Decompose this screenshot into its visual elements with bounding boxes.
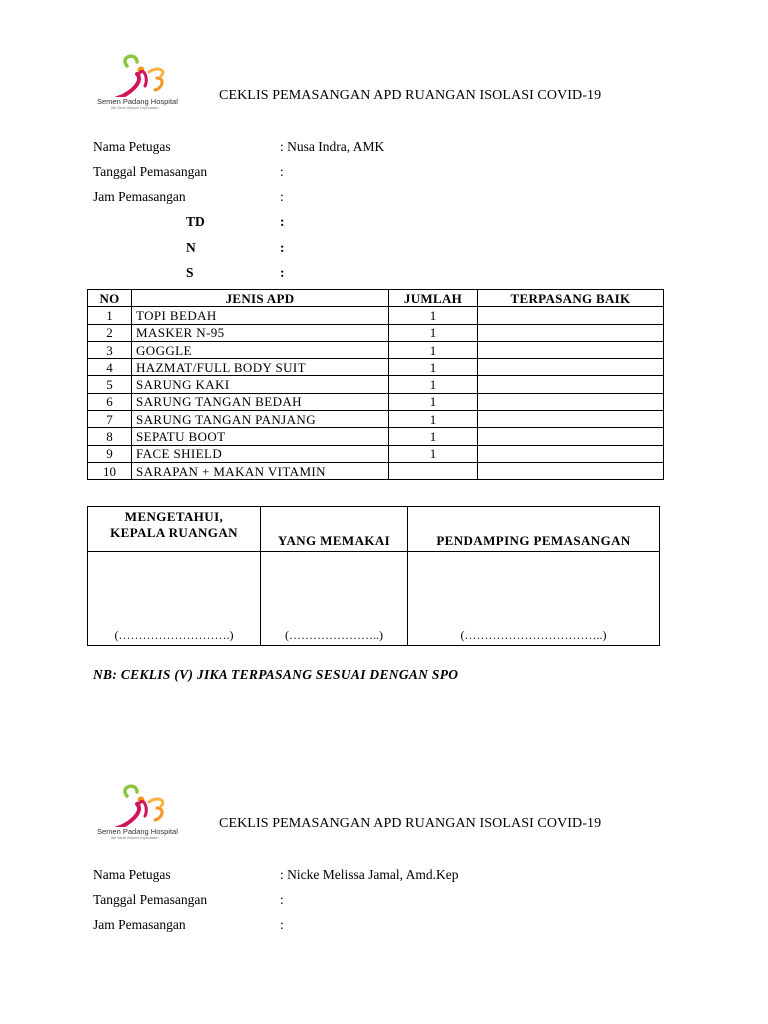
apd-name: SARUNG TANGAN BEDAH (132, 393, 389, 410)
row-number: 1 (88, 307, 132, 324)
checklist-cell[interactable] (478, 307, 664, 324)
apd-quantity: 1 (389, 341, 478, 358)
checklist-cell[interactable] (478, 428, 664, 445)
apd-quantity: 1 (389, 359, 478, 376)
signature-line-yang-memakai[interactable]: (…………………..) (261, 552, 408, 646)
apd-quantity: 1 (389, 307, 478, 324)
signature-header-line2: KEPALA RUANGAN (110, 525, 238, 540)
field-label: Nama Petugas (93, 867, 171, 882)
apd-quantity (389, 462, 478, 479)
signature-table (87, 506, 660, 646)
field-label: Nama Petugas (93, 139, 171, 154)
checklist-cell[interactable] (478, 462, 664, 479)
hospital-logo-tagline: We Serve Beyond Expectation (111, 106, 159, 110)
apd-name: SARUNG KAKI (132, 376, 389, 393)
checklist-cell[interactable] (478, 376, 664, 393)
field-label: N (186, 240, 196, 255)
table-row (88, 411, 664, 428)
signature-row (88, 552, 660, 646)
apd-quantity: 1 (389, 445, 478, 462)
checklist-cell[interactable] (478, 393, 664, 410)
row-number: 7 (88, 411, 132, 428)
table-row (88, 462, 664, 479)
table-row (88, 445, 664, 462)
field-value: : Nusa Indra, AMK (280, 139, 385, 154)
signature-header-line1: MENGETAHUI, (124, 509, 224, 524)
signature-header-kepala-ruangan (88, 507, 261, 552)
table-row (88, 324, 664, 341)
column-header-jumlah: JUMLAH (389, 290, 478, 307)
table-row (88, 359, 664, 376)
apd-table (87, 289, 664, 480)
field-value: : (280, 214, 285, 229)
apd-quantity: 1 (389, 411, 478, 428)
column-header-no: NO (88, 290, 132, 307)
checklist-cell[interactable] (478, 445, 664, 462)
row-number: 4 (88, 359, 132, 376)
apd-name: SARAPAN + MAKAN VITAMIN (132, 462, 389, 479)
row-number: 2 (88, 324, 132, 341)
apd-quantity: 1 (389, 393, 478, 410)
field-value: : (280, 189, 284, 204)
field-value: : (280, 164, 284, 179)
checklist-cell[interactable] (478, 359, 664, 376)
apd-name: SEPATU BOOT (132, 428, 389, 445)
checklist-cell[interactable] (478, 341, 664, 358)
checklist-cell[interactable] (478, 324, 664, 341)
note-text: NB: CEKLIS (V) JIKA TERPASANG SESUAI DENGAN SPO (93, 667, 459, 682)
signature-header-yang-memakai: YANG MEMAKAI (261, 507, 408, 552)
apd-name: GOGGLE (132, 341, 389, 358)
apd-name: SARUNG TANGAN PANJANG (132, 411, 389, 428)
form-title: CEKLIS PEMASANGAN APD RUANGAN ISOLASI COVID-19 (219, 88, 602, 103)
table-row (88, 307, 664, 324)
table-header-row (88, 290, 664, 307)
field-value: : (280, 240, 285, 255)
row-number: 6 (88, 393, 132, 410)
row-number: 5 (88, 376, 132, 393)
hospital-logo-2 (97, 782, 187, 842)
hospital-logo-name: Semen Padang Hospital (97, 97, 178, 106)
field-label: Jam Pemasangan (93, 917, 186, 932)
signature-header-pendamping: PENDAMPING PEMASANGAN (408, 507, 660, 552)
apd-quantity: 1 (389, 324, 478, 341)
signature-line-pendamping[interactable]: (……………………………..) (408, 552, 660, 646)
hospital-logo-tagline: We Serve Beyond Expectation (111, 836, 159, 840)
field-value: : (280, 892, 284, 907)
apd-name: HAZMAT/FULL BODY SUIT (132, 359, 389, 376)
row-number: 9 (88, 445, 132, 462)
row-number: 10 (88, 462, 132, 479)
table-row (88, 393, 664, 410)
apd-quantity: 1 (389, 428, 478, 445)
field-label: TD (186, 214, 205, 229)
field-label: S (186, 265, 194, 280)
column-header-terpasang-baik: TERPASANG BAIK (478, 290, 664, 307)
hospital-logo-icon (97, 52, 187, 97)
apd-quantity: 1 (389, 376, 478, 393)
field-label: Jam Pemasangan (93, 189, 186, 204)
checklist-cell[interactable] (478, 411, 664, 428)
apd-name: FACE SHIELD (132, 445, 389, 462)
field-label: Tanggal Pemasangan (93, 164, 208, 179)
column-header-jenis-apd: JENIS APD (132, 290, 389, 307)
row-number: 3 (88, 341, 132, 358)
field-value: : Nicke Melissa Jamal, Amd.Kep (280, 867, 459, 882)
field-value: : (280, 917, 284, 932)
table-row (88, 428, 664, 445)
form-title-2: CEKLIS PEMASANGAN APD RUANGAN ISOLASI COVID-19 (219, 816, 602, 831)
field-label: Tanggal Pemasangan (93, 892, 208, 907)
row-number: 8 (88, 428, 132, 445)
table-row (88, 376, 664, 393)
hospital-logo-icon (97, 782, 187, 827)
signature-header-row (88, 507, 660, 552)
field-value: : (280, 265, 285, 280)
hospital-logo-name: Semen Padang Hospital (97, 827, 178, 836)
signature-line-kepala-ruangan[interactable]: (……………………….) (88, 552, 261, 646)
apd-name: MASKER N-95 (132, 324, 389, 341)
hospital-logo (97, 52, 187, 112)
apd-name: TOPI BEDAH (132, 307, 389, 324)
table-row (88, 341, 664, 358)
